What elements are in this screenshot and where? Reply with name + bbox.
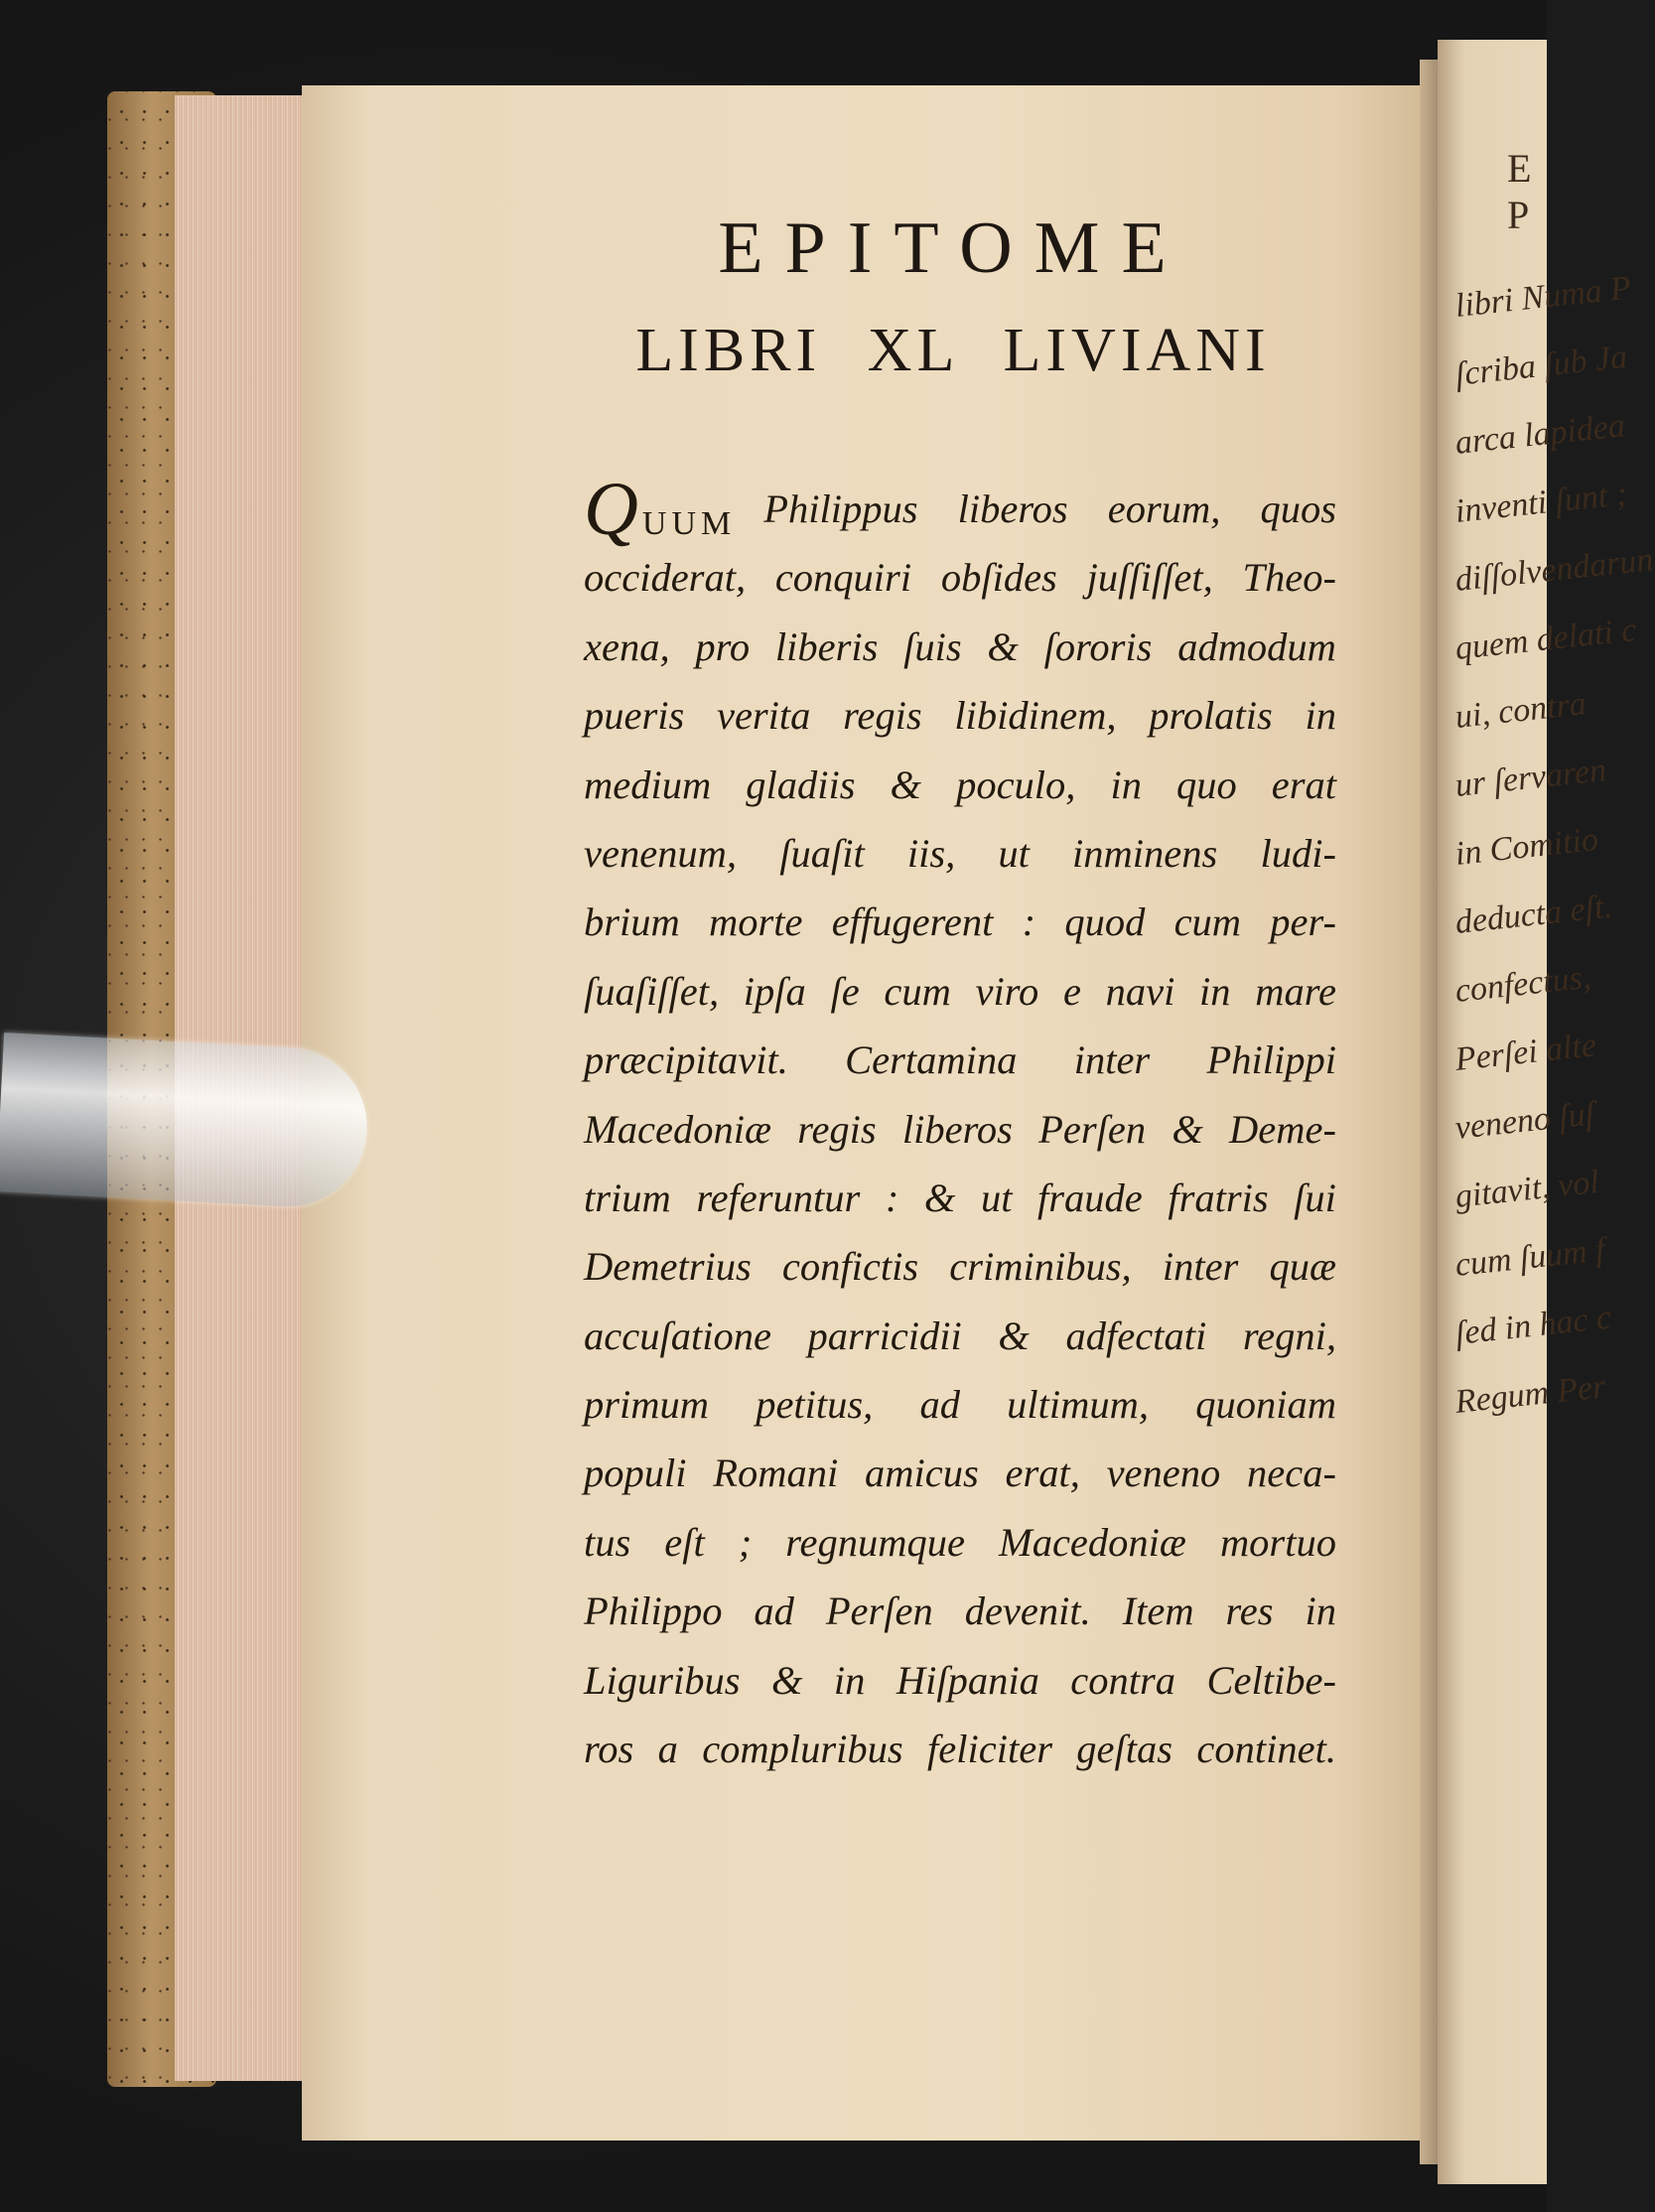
text-line: pueris verita regis libidinem, prolatis in [584, 693, 1336, 739]
text-line: tus eſt ; regnumque Macedoniæ mortuo [584, 1519, 1336, 1565]
text-line: trium referuntur : & ut fraude fratris ſui [584, 1175, 1336, 1220]
text-line: medium gladiis & poculo, in quo erat [584, 761, 1336, 807]
text-line: populi Romani amicus erat, veneno neca- [584, 1451, 1336, 1496]
facing-page-line: inventi ſunt ; [1453, 475, 1629, 530]
text-line: præcipitavit. Certamina inter Philippi [584, 1037, 1336, 1083]
facing-page-line: gitavit, vol [1453, 1163, 1601, 1215]
text-line: Macedoniæ regis liberos Perſen & Deme- [584, 1106, 1336, 1152]
facing-page-header: E P [1507, 146, 1536, 237]
text-line: primum petitus, ad ultimum, quoniam [584, 1382, 1336, 1428]
text-line [584, 468, 1336, 551]
facing-page-line: arca lapidea [1453, 407, 1627, 462]
text-line: ros a compluribus feliciter geſtas continet. [584, 1727, 1336, 1772]
facing-page-line: quem delati c [1453, 611, 1639, 667]
page-subtitle: LIBRI XL LIVIANI [635, 317, 1271, 384]
facing-page-line: Regum Per [1453, 1368, 1608, 1421]
first-word-small-caps: UUM [641, 505, 737, 542]
page-holder-clip [0, 1033, 371, 1210]
body-text [584, 468, 1336, 1790]
text-line: brium morte effugerent : quod cum per- [584, 899, 1336, 945]
facing-page-line: ur ſervaren [1453, 752, 1608, 804]
facing-page-line: ſcriba ſub Ja [1453, 338, 1629, 393]
facing-page-line: cum ſuum f [1453, 1231, 1607, 1284]
text-line: xena, pro liberis ſuis & ſororis admodum [584, 623, 1336, 669]
text-line: ſuaſiſſet, ipſa ſe cum viro e navi in mare [584, 968, 1336, 1014]
drop-cap-word [584, 468, 737, 551]
facing-page-line: veneno ſuſ [1453, 1095, 1596, 1147]
facing-page-line: ſed in hac c [1453, 1299, 1613, 1352]
facing-page-line: in Comitio [1453, 820, 1600, 873]
text-line-rest: Philippus liberos eorum, quos [763, 486, 1336, 531]
drop-cap: Q [584, 468, 638, 551]
text-line: accuſatione parricidii & adfectati regni, [584, 1313, 1336, 1358]
text-line: venenum, ſuaſit iis, ut inminens ludi- [584, 830, 1336, 876]
facing-page [1438, 40, 1655, 2184]
facing-page-line: confectus, [1453, 958, 1593, 1010]
facing-page-line: libri Numa P [1453, 269, 1633, 325]
text-line: Philippo ad Perſen devenit. Item res in [584, 1589, 1336, 1634]
text-line: Demetrius confictis criminibus, inter quæ [584, 1244, 1336, 1290]
facing-page-line: Perſei alte [1453, 1027, 1598, 1078]
page-title: EPITOME [718, 207, 1188, 289]
facing-page-line: ui, contra [1453, 685, 1588, 736]
facing-page-line: diſſolvendarun [1453, 541, 1655, 599]
text-line: Liguribus & in Hiſpania contra Celtibe- [584, 1657, 1336, 1703]
text-line: occiderat, conquiri obſides juſſiſſet, Theo- [584, 555, 1336, 601]
facing-page-line: deducta eſt. [1453, 888, 1614, 941]
